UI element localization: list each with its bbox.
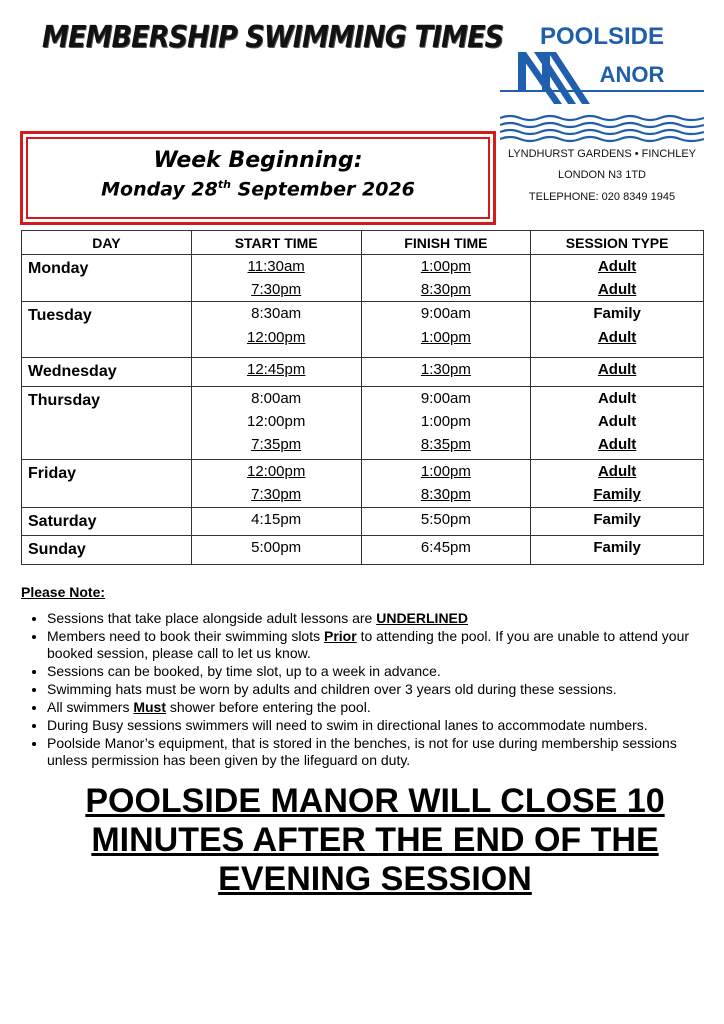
start-time: 7:30pm xyxy=(251,281,302,298)
table-row xyxy=(22,536,704,565)
address-line-1: LYNDHURST GARDENS • FINCHLEY xyxy=(507,148,697,160)
list-item: • All swimmers Must shower before entering the pool. xyxy=(47,699,711,716)
finish-time: 9:00am xyxy=(420,390,471,407)
header-finish-time: FINISH TIME xyxy=(361,231,531,255)
day-cell: Saturday xyxy=(22,508,192,536)
finish-time: 1:00pm xyxy=(420,413,471,430)
header-start-time: START TIME xyxy=(191,231,361,255)
closing-notice: POOLSIDE MANOR WILL CLOSE 10 MINUTES AFTER THE END OF THE EVENING SESSION xyxy=(85,782,665,898)
logo-line2: ANOR xyxy=(599,62,665,87)
list-item: • Swimming hats must be worn by adults and children over 3 years old during these sessions. xyxy=(47,681,711,698)
start-time: 7:35pm xyxy=(251,436,302,453)
notes-list xyxy=(21,610,711,770)
page-title: MEMBERSHIP SWIMMING TIMES xyxy=(42,20,504,55)
finish-time: 1:00pm xyxy=(420,463,471,480)
session-type: Family xyxy=(593,486,641,503)
poolside-manor-logo xyxy=(500,24,704,144)
session-type: Adult xyxy=(597,436,637,453)
table-row xyxy=(22,255,704,302)
week-beginning-label: Week Beginning: xyxy=(153,148,363,173)
session-type: Adult xyxy=(597,258,637,275)
start-time: 11:30am xyxy=(247,258,305,275)
list-item: • During Busy sessions swimmers will need to swim in directional lanes to accommodate numbers. xyxy=(47,717,711,734)
finish-time: 1:00pm xyxy=(420,329,471,346)
list-item: • Sessions that take place alongside adult lessons are UNDERLINED xyxy=(47,610,711,627)
finish-time: 1:30pm xyxy=(420,361,471,378)
finish-time: 6:45pm xyxy=(420,539,471,556)
list-item: • Members need to book their swimming slots Prior to attending the pool. If you are unable to attend your booked session, please call to let us know. xyxy=(47,628,711,662)
week-beginning-box xyxy=(20,131,496,225)
start-time: 8:30am xyxy=(251,305,302,322)
table-row xyxy=(22,302,704,358)
telephone: TELEPHONE: 020 8349 1945 xyxy=(528,191,676,203)
session-type: Adult xyxy=(597,361,637,378)
finish-time: 1:00pm xyxy=(420,258,471,275)
start-time: 7:30pm xyxy=(251,486,302,503)
day-cell: Friday xyxy=(22,460,192,508)
day-cell: Wednesday xyxy=(22,358,192,387)
header-session-type: SESSION TYPE xyxy=(531,231,704,255)
schedule-table xyxy=(21,230,704,565)
session-type: Adult xyxy=(597,390,637,407)
finish-time: 8:30pm xyxy=(420,486,471,503)
list-item: • Poolside Manor’s equipment, that is stored in the benches, is not for use during membership sessions unless permission has been given by the lifeguard on duty. xyxy=(47,735,711,769)
session-type: Adult xyxy=(597,413,637,430)
table-header-row xyxy=(22,231,704,255)
table-row xyxy=(22,387,704,460)
day-cell: Thursday xyxy=(22,387,192,460)
start-time: 4:15pm xyxy=(251,511,302,528)
finish-time: 5:50pm xyxy=(420,511,471,528)
start-time: 12:00pm xyxy=(246,413,306,430)
session-type: Adult xyxy=(597,329,637,346)
week-beginning-date: Monday 28th September 2026 xyxy=(101,178,415,201)
logo-line1: POOLSIDE xyxy=(539,24,665,50)
session-type: Family xyxy=(593,539,641,556)
finish-time: 8:35pm xyxy=(420,436,471,453)
table-row xyxy=(22,358,704,387)
day-cell: Sunday xyxy=(22,536,192,565)
session-type: Family xyxy=(593,305,641,322)
start-time: 5:00pm xyxy=(251,539,302,556)
start-time: 12:00pm xyxy=(246,329,306,346)
session-type: Family xyxy=(593,511,641,528)
notes-heading: Please Note: xyxy=(21,584,106,600)
session-type: Adult xyxy=(597,463,637,480)
day-cell: Monday xyxy=(22,255,192,302)
start-time: 8:00am xyxy=(251,390,302,407)
day-cell: Tuesday xyxy=(22,302,192,358)
logo-m-icon xyxy=(518,52,590,104)
header-day: DAY xyxy=(22,231,192,255)
list-item: • Sessions can be booked, by time slot, up to a week in advance. xyxy=(47,663,711,680)
table-row xyxy=(22,508,704,536)
table-row xyxy=(22,460,704,508)
address-line-2: LONDON N3 1TD xyxy=(557,169,647,181)
finish-time: 9:00am xyxy=(420,305,471,322)
session-type: Adult xyxy=(597,281,637,298)
finish-time: 8:30pm xyxy=(420,281,471,298)
start-time: 12:00pm xyxy=(246,463,306,480)
start-time: 12:45pm xyxy=(246,361,306,378)
logo-waves-icon xyxy=(500,116,704,141)
